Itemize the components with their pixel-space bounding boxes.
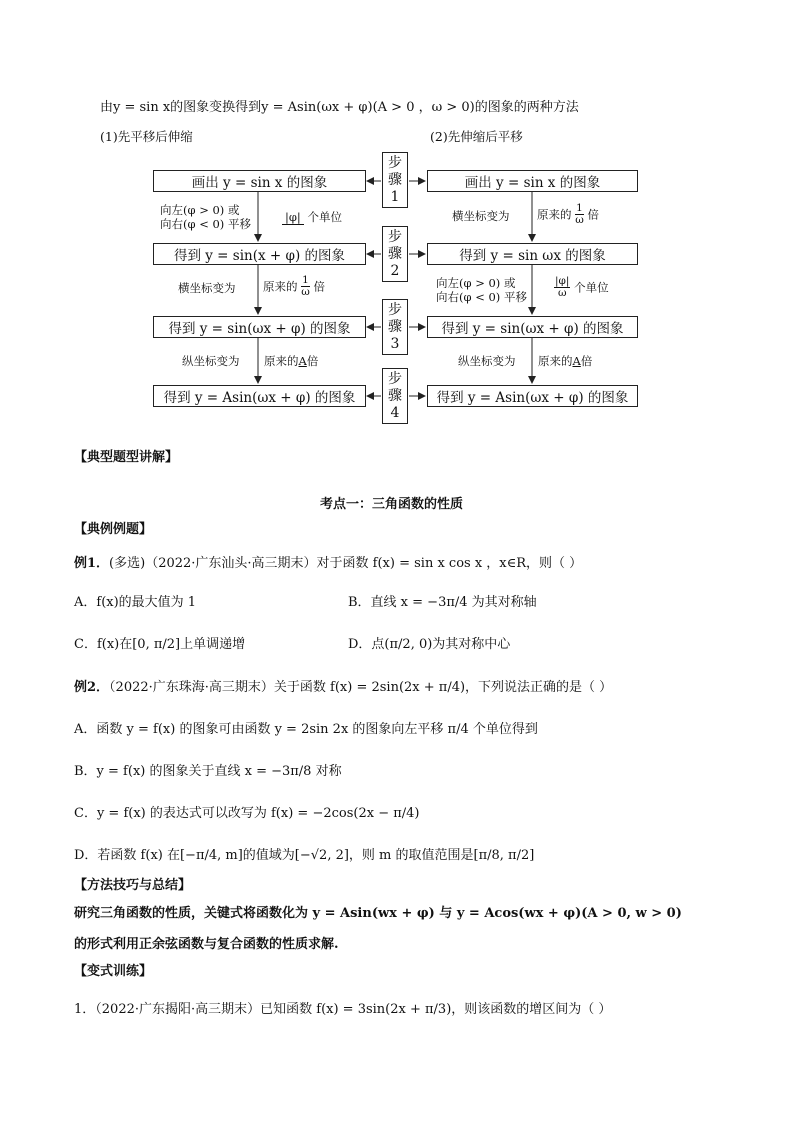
ex1-option-d: D．点(π/2, 0)为其对称中心	[348, 637, 511, 652]
left-box-3: 得到 y = sin(ωx + φ) 的图象	[153, 316, 366, 338]
section-typical: 【典型题型讲解】	[74, 450, 179, 465]
right-scale-y-amount: 原来的A倍	[538, 354, 593, 368]
right-box-2: 得到 y = sin ωx 的图象	[427, 243, 638, 265]
right-box-4: 得到 y = Asin(ωx + φ) 的图象	[427, 385, 638, 407]
practice-1: 1．（2022·广东揭阳·高三期末）已知函数 f(x) = 3sin(2x + π/3)，则该函数的增区间为（ ）	[74, 1002, 612, 1017]
ex1-option-b: B．直线 x = −3π/4 为其对称轴	[348, 595, 537, 610]
example-1: 例1．(多选)（2022·广东汕头·高三期末）对于函数 f(x) = sin x cos x ，x∈R，则（ ）	[74, 556, 583, 571]
right-box-1: 画出 y = sin x 的图象	[427, 170, 638, 192]
right-scale-x-frac: 原来的 $\frac{1}{\omega}$ 倍	[537, 202, 599, 226]
right-scale-x-note: 横坐标变为	[452, 209, 510, 223]
left-box-1: 画出 y = sin x 的图象	[153, 170, 366, 192]
left-scale-y-note: 纵坐标变为	[182, 354, 240, 368]
right-shift-amount: $\frac{|\varphi|}{\omega}$ 个单位	[555, 275, 609, 299]
step-3: 步 骤 3	[382, 299, 408, 355]
summary-line-2: 的形式利用正余弦函数与复合函数的性质求解.	[74, 937, 339, 952]
topic-1-title: 考点一：三角函数的性质	[320, 497, 464, 512]
left-scale-y-amount: 原来的A倍	[264, 354, 319, 368]
ex2-option-c: C．y = f(x) 的表达式可以改写为 f(x) = −2cos(2x − π/4)	[74, 806, 420, 821]
step-2: 步 骤 2	[382, 226, 408, 282]
ex2-option-b: B．y = f(x) 的图象关于直线 x = −3π/8 对称	[74, 764, 342, 779]
step-4: 步 骤 4	[382, 368, 408, 424]
method2-title: (2)先伸缩后平移	[430, 129, 523, 144]
ex1-option-a: A．f(x)的最大值为 1	[74, 595, 197, 610]
left-box-2: 得到 y = sin(x + φ) 的图象	[153, 243, 366, 265]
ex1-option-c: C．f(x)在[0, π/2]上单调递增	[74, 637, 246, 652]
ex2-option-a: A．函数 y = f(x) 的图象可由函数 y = 2sin 2x 的图象向左平移 π/4 个单位得到	[74, 722, 538, 737]
right-scale-y-note: 纵坐标变为	[458, 354, 516, 368]
diagram-arrows	[0, 0, 794, 430]
summary-line-1: 研究三角函数的性质，关键式将函数化为 y = Asin(wx + φ) 与 y = Acos(wx + φ)(A > 0, w > 0)	[74, 906, 682, 921]
right-box-3: 得到 y = sin(ωx + φ) 的图象	[427, 316, 638, 338]
left-scale-x-frac: 原来的 $\frac{1}{\omega}$ 倍	[263, 274, 325, 298]
method1-title: (1)先平移后伸缩	[100, 129, 193, 144]
section-practice: 【变式训练】	[74, 964, 153, 979]
left-box-4: 得到 y = Asin(ωx + φ) 的图象	[153, 385, 366, 407]
left-shift-amount: |φ| 个单位	[282, 210, 342, 224]
right-shift-note: 向左(φ > 0) 或 向右(φ < 0) 平移	[436, 276, 527, 304]
section-method: 【方法技巧与总结】	[74, 878, 192, 893]
left-shift-note: 向左(φ > 0) 或 向右(φ < 0) 平移	[160, 203, 251, 231]
example-2: 例2．（2022·广东珠海·高三期末）关于函数 f(x) = 2sin(2x + π/4)，下列说法正确的是（ ）	[74, 680, 613, 695]
ex2-option-d: D．若函数 f(x) 在[−π/4, m]的值域为[−√2, 2]，则 m 的取值范围是[π/8, π/2]	[74, 848, 535, 863]
intro-text: 由y = sin x的图象变换得到y = Asin(ωx + φ)(A > 0 ，ω > 0)的图象的两种方法	[100, 100, 579, 115]
section-example: 【典例例题】	[74, 522, 153, 537]
step-1: 步 骤 1	[382, 152, 408, 208]
left-scale-x-note: 横坐标变为	[178, 281, 236, 295]
